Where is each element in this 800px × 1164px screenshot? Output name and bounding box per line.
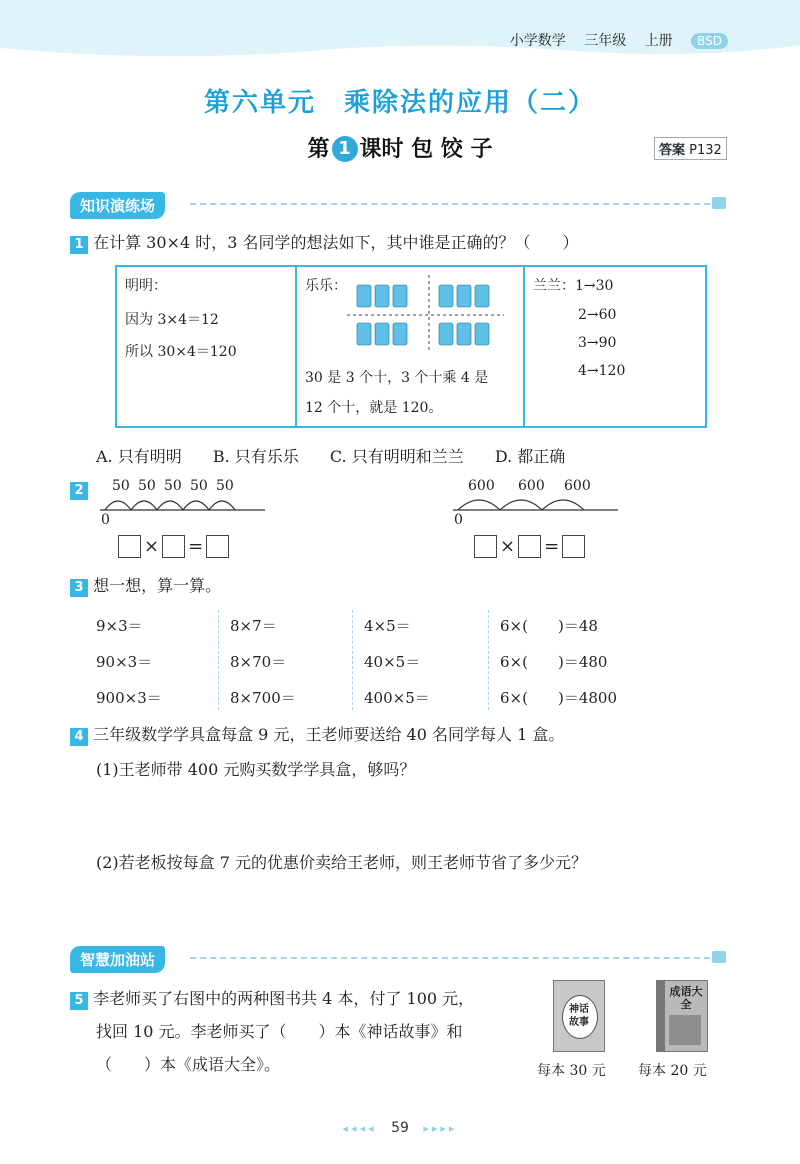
- calc-col-1: [96, 615, 162, 708]
- page-number: 59: [391, 1120, 409, 1136]
- answer-box[interactable]: [518, 535, 541, 558]
- mingming-name: 明明：: [125, 278, 167, 294]
- book-idioms-price: 每本 20 元: [638, 1063, 707, 1079]
- question-3-text: 想一想，算一算。: [93, 576, 222, 595]
- book-myths-image: [553, 980, 605, 1052]
- lanlan-step-2: 2→60: [578, 307, 617, 323]
- calc-item: 9×3＝: [96, 617, 143, 635]
- right-arrows-icon: ▸▸▸▸: [423, 1122, 458, 1135]
- question-1: [70, 230, 578, 254]
- lele-line1: 30 是 3 个十，3 个十乘 4 是: [305, 370, 489, 386]
- section-divider: [190, 203, 710, 205]
- answer-box[interactable]: [162, 535, 185, 558]
- right-arc-label-3: 600: [564, 478, 591, 494]
- lanlan-step-3: 3→90: [578, 335, 617, 351]
- book-myths-cover-title: 神话故事: [569, 1004, 589, 1028]
- header-grade: 三年级: [584, 33, 627, 49]
- ideas-table: [115, 265, 707, 428]
- question-4-part-2: (2)若老板按每盒 7 元的优惠价卖给王老师，则王老师节省了多少元？: [96, 853, 588, 872]
- section-divider: [190, 957, 710, 959]
- right-zero-label: 0: [454, 512, 463, 528]
- left-arc-label-2: 50: [138, 478, 156, 494]
- answer-label: 答案: [659, 143, 686, 158]
- left-equation: [118, 535, 229, 558]
- lele-line2: 12 个十，就是 120。: [305, 400, 443, 416]
- equals-sign: =: [188, 536, 204, 557]
- lesson-number: 1: [332, 136, 358, 162]
- pencil-icon: [712, 197, 726, 209]
- times-sign: ×: [500, 536, 516, 557]
- q1-option-d[interactable]: D. 都正确: [494, 447, 566, 466]
- calc-item: 8×700＝: [230, 689, 296, 707]
- lanlan-step-4: 4→120: [578, 363, 626, 379]
- mingming-line1: 因为 3×4＝12: [125, 312, 219, 328]
- calc-item: 900×3＝: [96, 689, 162, 707]
- left-arc-label-3: 50: [164, 478, 182, 494]
- question-3-number: 3: [70, 579, 88, 597]
- question-5-number: 5: [70, 992, 88, 1010]
- answer-box[interactable]: [474, 535, 497, 558]
- lesson-prefix: 第: [307, 137, 330, 162]
- question-3: [70, 573, 221, 597]
- question-5-line-2: 找回 10 元。李老师买了（ ）本《神话故事》和: [96, 1022, 463, 1041]
- book-myths-price: 每本 30 元: [537, 1063, 606, 1079]
- question-4-number: 4: [70, 728, 88, 746]
- question-5-line-3: （ ）本《成语大全》。: [96, 1055, 281, 1074]
- q1-option-a[interactable]: A. 只有明明: [96, 447, 182, 466]
- calc-item: 6×( )＝48: [500, 617, 598, 635]
- left-arc-label-4: 50: [190, 478, 208, 494]
- bundle-sticks-illustration: [299, 273, 509, 353]
- answer-reference: [654, 137, 727, 160]
- answer-page: P132: [689, 143, 722, 158]
- column-divider: [488, 610, 489, 710]
- q1-options: [96, 444, 736, 467]
- mingming-cell: [116, 266, 296, 427]
- left-zero-label: 0: [101, 512, 110, 528]
- question-1-text: 在计算 30×4 时，3 名同学的想法如下，其中谁是正确的？（ ）: [93, 233, 579, 252]
- calc-item: 400×5＝: [364, 689, 430, 707]
- column-divider: [218, 610, 219, 710]
- calc-item: 6×( )＝4800: [500, 689, 617, 707]
- right-arc-label-2: 600: [518, 478, 545, 494]
- lesson-suffix: 课时 包 饺 子: [359, 137, 493, 162]
- lanlan-name: 兰兰：: [533, 278, 575, 294]
- times-sign: ×: [144, 536, 160, 557]
- lele-name: 乐乐：: [305, 278, 347, 294]
- answer-box[interactable]: [118, 535, 141, 558]
- answer-box[interactable]: [206, 535, 229, 558]
- section-tag-challenge: 智慧加油站: [70, 946, 165, 973]
- mingming-line2: 所以 30×4＝120: [125, 344, 237, 360]
- left-arc-label-5: 50: [216, 478, 234, 494]
- question-2-number: 2: [70, 482, 88, 500]
- right-equation: [474, 535, 585, 558]
- q1-option-c[interactable]: C. 只有明明和兰兰: [329, 447, 464, 466]
- calc-col-2: [230, 615, 296, 708]
- lanlan-cell: [524, 266, 706, 427]
- section-tag-practice: 知识演练场: [70, 192, 165, 219]
- calc-item: 6×( )＝480: [500, 653, 608, 671]
- calc-item: 4×5＝: [364, 617, 411, 635]
- question-4-text: 三年级数学学具盒每盒 9 元，王老师要送给 40 名同学每人 1 盒。: [93, 725, 565, 744]
- q1-option-b[interactable]: B. 只有乐乐: [212, 447, 299, 466]
- calc-item: 90×3＝: [96, 653, 153, 671]
- header-badge: BSD: [691, 33, 728, 49]
- header-volume: 上册: [644, 33, 673, 49]
- answer-box[interactable]: [562, 535, 585, 558]
- header-meta: [496, 30, 728, 50]
- question-5-line-1: 李老师买了右图中的两种图书共 4 本，付了 100 元，: [93, 989, 475, 1008]
- calc-col-4: [500, 615, 617, 708]
- calc-item: 8×70＝: [230, 653, 287, 671]
- left-arrows-icon: ◂◂◂◂: [342, 1122, 377, 1135]
- lele-cell: [296, 266, 524, 427]
- book-idioms-image: [656, 980, 708, 1052]
- column-divider: [352, 610, 353, 710]
- right-arc-label-1: 600: [468, 478, 495, 494]
- header-subject: 小学数学: [509, 33, 566, 49]
- calc-item: 8×7＝: [230, 617, 277, 635]
- calc-item: 40×5＝: [364, 653, 421, 671]
- book-idioms-cover-title: 成语大全: [669, 985, 703, 1011]
- question-1-number: 1: [70, 236, 88, 254]
- unit-title: 第六单元 乘除法的应用（二）: [203, 88, 596, 118]
- question-4-part-1: (1)王老师带 400 元购买数学学具盒，够吗？: [96, 760, 416, 779]
- equals-sign: =: [544, 536, 560, 557]
- lanlan-step-1: 1→30: [575, 278, 614, 294]
- left-arc-label-1: 50: [112, 478, 130, 494]
- question-5: [70, 986, 474, 1010]
- question-4: [70, 722, 564, 746]
- pencil-icon: [712, 951, 726, 963]
- calc-col-3: [364, 615, 430, 708]
- page-footer: [0, 1120, 800, 1136]
